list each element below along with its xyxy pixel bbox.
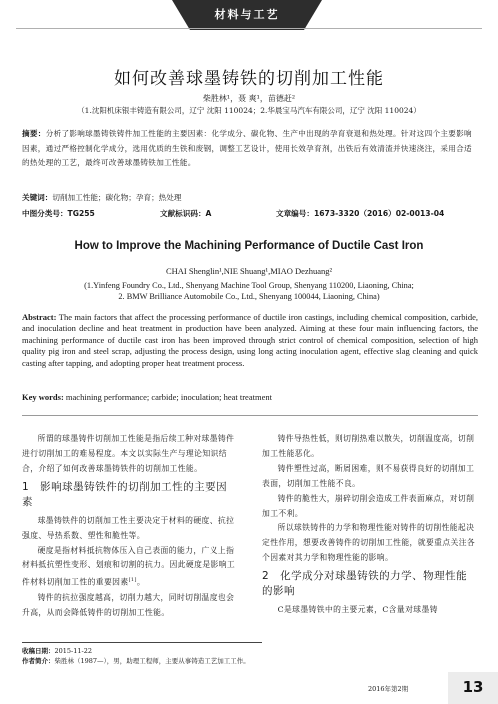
article-title-en: How to Improve the Machining Performance of Ductile Cast Iron xyxy=(74,240,424,252)
section-heading-2: 2 化学成分对球墨铸铁的力学、物理性能的影响 xyxy=(262,570,468,598)
paragraph-end: 。 xyxy=(136,577,146,587)
affiliation-cn: （1.沈阳机床银丰铸造有限公司，辽宁 沈阳 110024；2.华晨宝马汽车有限公司，辽宁 沈阳 110024） xyxy=(77,106,421,115)
received-label: 收稿日期： xyxy=(22,647,55,655)
paragraph: 所以球铁铸件的力学和物理性能对铸件的切削性能起决定性作用，想要改善铸件的切削加工性能，就要重点关注各个因素对其力学和物理性能的影响。 xyxy=(262,523,476,563)
keywords-en xyxy=(22,392,478,402)
clc-number: 中图分类号：TG255 xyxy=(22,209,95,218)
authors-en: CHAI Shenglin¹,NIE Shuang¹,MIAO Dezhuang² xyxy=(165,266,333,276)
abstract-cn xyxy=(22,127,478,171)
abstract-cn-label: 摘要： xyxy=(22,129,46,138)
body-column-right xyxy=(262,432,478,618)
header-rule xyxy=(16,28,482,29)
keywords-en-label: Key words: xyxy=(22,392,64,402)
paragraph: 铸件导热性低，则切削热难以散失，切削温度高，切削加工性能恶化。 xyxy=(262,434,475,458)
keywords-en-text: machining performance; carbide; inoculation; heat treatment xyxy=(63,392,272,402)
abstract-en-text: The main factors that affect the processing performance of ductile iron castings, including chemical composition, carbide, and inoculation decline and heat treatment in production have been analyzed. Aiming at these four main influencing factors, the machining performance of ductile cast iron has been improved through strict control of chemical composition, selection of high quality pig iron and steel scrap, adjusting the process design, using long acting inoculation agent, effective slag cleaning and quick casting after tapping, and adopting proper heat treatment process. xyxy=(22,312,478,368)
page-number-box xyxy=(448,672,498,704)
section-label: 材料与工艺 xyxy=(214,8,280,21)
keywords-cn-text: 切削加工性能；碳化物；孕育；热处理 xyxy=(52,193,182,202)
section-heading-1: 1 影响球墨铸铁件的切削加工性的主要因素 xyxy=(22,480,228,508)
issue-label: 2016年第2期 xyxy=(368,685,409,693)
body-column-left xyxy=(22,432,238,621)
section-divider xyxy=(22,415,478,416)
paragraph xyxy=(22,544,238,591)
paragraph-text: 硬度是指材料抵抗物体压入自己表面的能力，广义上指材料抵抗塑性变形、划痕和切割的抗力。因此硬度是影响工件材料切削加工性的重要因素 xyxy=(22,545,236,587)
article-title-cn: 如何改善球墨铸铁的切削加工性能 xyxy=(114,69,384,89)
paragraph: 铸件的抗拉强度越高，切削力越大，同时切削温度也会升高，从而会降低铸件的切削加工性能。 xyxy=(22,592,235,617)
bio-text: 柴胜林（1987—），男，助理工程师，主要从事铸造工艺加工工作。 xyxy=(54,657,250,665)
paragraph: 球墨铸铁件的切削加工性主要决定于材料的硬度、抗拉强度、导热系数、塑性和脆性等。 xyxy=(22,515,235,540)
footnote-rule xyxy=(22,642,262,643)
bio-label: 作者简介： xyxy=(22,657,55,665)
affiliation-en-line1: (1.Yinfeng Foundry Co., Ltd., Shenyang Machine Tool Group, Shenyang 110200, Liaoning, China; xyxy=(84,281,414,290)
received-value: 2015-11-22 xyxy=(54,647,92,655)
intro-paragraph: 所谓的球墨铸件切削加工性能是指后续工种对球墨铸件进行切削加工的难易程度。本文以实际生产与理论知识结合，介绍了如何改善球墨铸铁件的切削加工性能。 xyxy=(22,434,235,473)
author-bio xyxy=(22,656,482,665)
abstract-cn-text: 分析了影响球墨铸铁铸件加工性能的主要因素：化学成分、碳化物、生产中出现的孕育衰退和热处理。针对这四个主要影响因素，通过严格控制化学成分，选用优质的生铁和废钢，调整工艺设计，使用长效孕育剂，出铁后有效清渣并快速浇注，采用合适的热处理的工艺，最终可改善球墨铸铁加工性能。 xyxy=(22,129,472,167)
document-code: 文献标识码：A xyxy=(160,209,212,218)
paragraph: C是球墨铸铁中的主要元素，C含量对球墨铸 xyxy=(277,605,438,615)
keywords-cn-label: 关键词： xyxy=(22,193,53,202)
journal-header xyxy=(0,0,498,30)
citation-ref: [1] xyxy=(128,577,137,584)
received-date xyxy=(22,646,482,655)
affiliation-en-line2: 2. BMW Brilliance Automobile Co., Ltd., Shenyang 100044, Liaoning, China) xyxy=(118,292,380,301)
article-number: 文章编号：1673-3320（2016）02-0013-04 xyxy=(276,209,445,218)
abstract-en xyxy=(22,312,478,369)
page-number: 13 xyxy=(462,678,484,696)
paragraph: 铸件塑性过高，断屑困难，则不易获得良好的切削加工表面，切削加工性能不良。 xyxy=(262,463,475,488)
paragraph: 铸件的脆性大，崩碎切削会造成工件表面麻点，对切削加工不利。 xyxy=(262,493,475,518)
authors-cn: 柴胜林¹，聂 爽¹，苗德赶² xyxy=(202,94,296,103)
affiliation-en xyxy=(0,280,498,302)
abstract-en-label: Abstract: xyxy=(22,312,57,322)
keywords-cn xyxy=(22,192,478,203)
